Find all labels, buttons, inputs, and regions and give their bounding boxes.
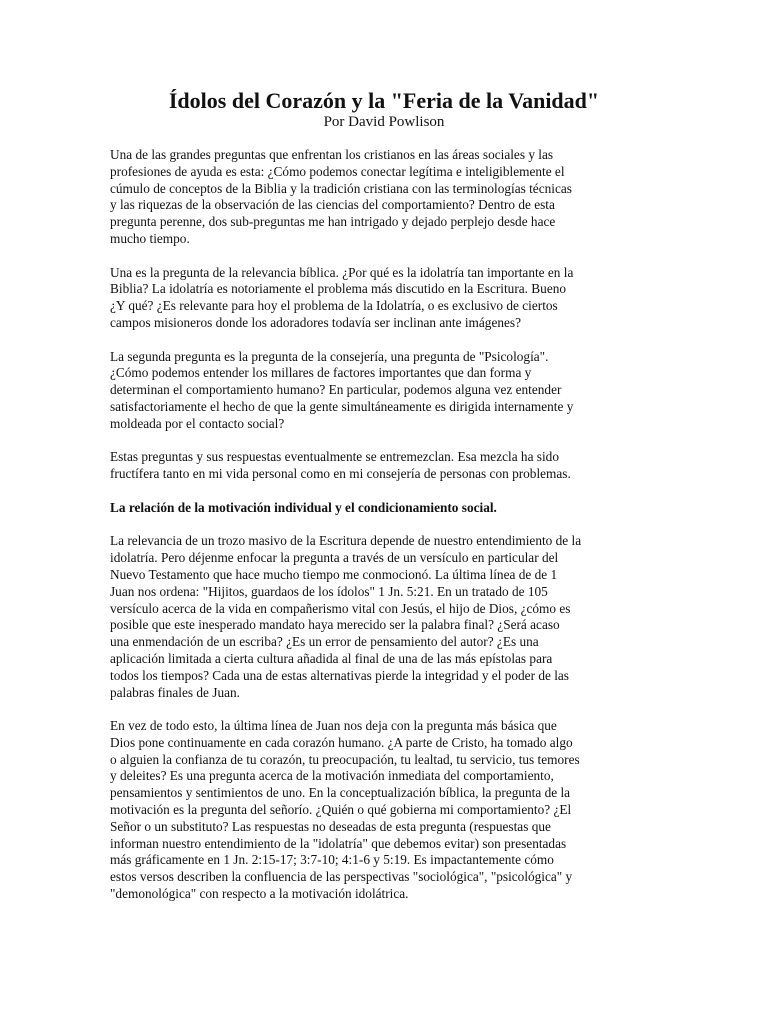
paragraph-line: satisfactoriamente el hecho de que la gente simultáneamente es dirigida internamente y	[110, 398, 574, 414]
paragraph-line: mucho tiempo.	[110, 230, 190, 246]
document-author: Por David Powlison	[323, 114, 445, 130]
paragraph	[110, 147, 662, 248]
paragraph-line: ¿Cómo podemos entender los millares de factores importantes que dan forma y	[110, 365, 532, 381]
paragraph	[110, 265, 662, 332]
paragraph-line: informan nuestro entendimiento de la "idolatría" que debemos evitar) son presentadas	[110, 835, 567, 851]
paragraph-line: versículo acerca de la vida en compañerismo vital con Jesús, el hijo de Dios, ¿cómo es	[110, 600, 571, 616]
paragraph-line: determinan el comportamiento humano? En particular, podemos alguna vez entender	[110, 382, 562, 398]
document-body	[110, 147, 662, 920]
paragraph-line: Nuevo Testamento que hace mucho tiempo me conmocionó. La última línea de de 1	[110, 566, 558, 582]
paragraph-line: aplicación limitada a cierta cultura añadida al final de una de las más epístolas para	[110, 650, 553, 666]
paragraph-line: moldeada por el contacto social?	[110, 415, 285, 431]
paragraph-line: Dios pone continuamente en cada corazón humano. ¿A parte de Cristo, ha tomado algo	[110, 734, 573, 750]
paragraph-line: profesiones de ayuda es esta: ¿Cómo podemos conectar legítima e inteligiblemente el	[110, 163, 565, 179]
paragraph-line: "demonológica" con respecto a la motivación idolátrica.	[110, 886, 409, 902]
paragraph-line: motivación es la pregunta del señorío. ¿Quién o qué gobierna mi comportamiento? ¿El	[110, 802, 572, 818]
paragraph-line: estos versos describen la confluencia de las perspectivas "sociológica", "psicológica" y	[110, 869, 573, 885]
paragraph	[110, 718, 662, 903]
section-heading: La relación de la motivación individual y el condicionamiento social.	[110, 499, 497, 515]
paragraph-line: Estas preguntas y sus respuestas eventualmente se entremezclan. Esa mezcla ha sido	[110, 449, 559, 465]
paragraph	[110, 533, 662, 701]
paragraph-line: La segunda pregunta es la pregunta de la consejería, una pregunta de "Psicología".	[110, 348, 549, 364]
paragraph-line: Una es la pregunta de la relevancia bíblica. ¿Por qué es la idolatría tan importante en la	[110, 264, 574, 280]
document-title: Ídolos del Corazón y la "Feria de la Vanidad"	[168, 88, 600, 113]
paragraph-line: ¿Y qué? ¿Es relevante para hoy el problema de la Idolatría, o es exclusivo de ciertos	[110, 298, 558, 314]
paragraph	[110, 349, 662, 433]
paragraph-line: Biblia? La idolatría es notoriamente el problema más discutido en la Escritura. Bueno	[110, 281, 567, 297]
paragraph-line: fructífera tanto en mi vida personal como en mi consejería de personas con problemas.	[110, 466, 571, 482]
paragraph-line: posible que este inesperado mandato haya merecido ser la palabra final? ¿Será acaso	[110, 617, 560, 633]
paragraph-line: campos misioneros donde los adoradores todavía ser inclinan ante imágenes?	[110, 314, 521, 330]
paragraph-line: y deleites? Es una pregunta acerca de la motivación inmediata del comportamiento,	[110, 768, 554, 784]
paragraph-line: pensamientos y sentimientos de uno. En la conceptualización bíblica, la pregunta de la	[110, 785, 571, 801]
paragraph-line: y las riquezas de la observación de las ciencias del comportamiento? Dentro de esta	[110, 197, 555, 213]
paragraph-line: una enmendación de un escriba? ¿Es un error de pensamiento del autor? ¿Es una	[110, 634, 539, 650]
paragraph-line: Juan nos ordena: "Hijitos, guardaos de los ídolos" 1 Jn. 5:21. En un tratado de 105	[110, 583, 548, 599]
paragraph-line: o alguien la confianza de tu corazón, tu preocupación, tu lealtad, tu servicio, tus temores	[110, 751, 580, 767]
paragraph-line: Señor o un substituto? Las respuestas no deseadas de esta pregunta (respuestas que	[110, 818, 551, 834]
paragraph-line: cúmulo de conceptos de la Biblia y la tradición cristiana con las terminologías técnicas	[110, 180, 572, 196]
paragraph-line: pregunta perenne, dos sub-preguntas me han intrigado y dejado perplejo desde hace	[110, 214, 556, 230]
paragraph-line: más gráficamente en 1 Jn. 2:15-17; 3:7-10; 4:1-6 y 5:19. Es impactantemente cómo	[110, 852, 554, 868]
paragraph-line: palabras finales de Juan.	[110, 684, 240, 700]
paragraph-line: todos los tiempos? Cada una de estas alternativas pierde la integridad y el poder de las	[110, 667, 569, 683]
paragraph-line: En vez de todo esto, la última línea de Juan nos deja con la pregunta más básica que	[110, 718, 557, 734]
paragraph-line: La relevancia de un trozo masivo de la Escritura depende de nuestro entendimiento de la	[110, 533, 582, 549]
paragraph-line: idolatría. Pero déjenme enfocar la pregunta a través de un versículo en particular del	[110, 550, 559, 566]
paragraph	[110, 449, 662, 483]
paragraph-line: Una de las grandes preguntas que enfrentan los cristianos en las áreas sociales y las	[110, 147, 554, 162]
